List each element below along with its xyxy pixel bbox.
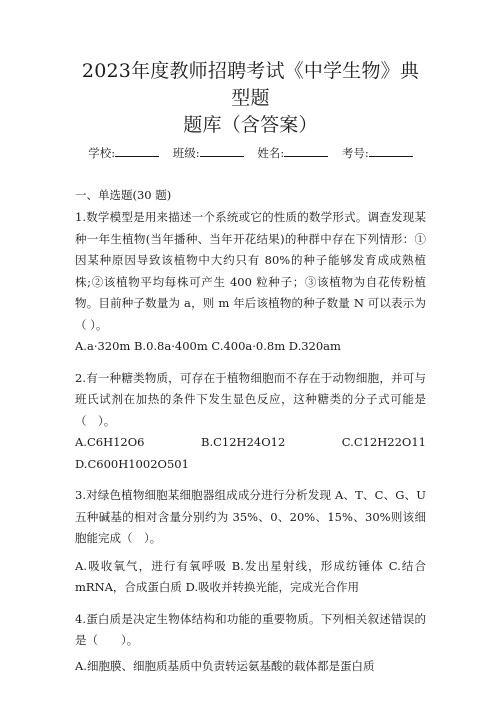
spacer xyxy=(75,358,426,368)
number-label: 考号: xyxy=(341,146,369,160)
title-line-1: 2023年度教师招聘考试《中学生物》典型题 xyxy=(81,60,420,109)
spacer xyxy=(75,599,426,609)
class-label: 班级: xyxy=(172,146,200,160)
class-blank xyxy=(200,145,244,157)
title-line-2: 题库（含答案） xyxy=(183,114,318,136)
question-2-stem: 2.有一种糖类物质，可存在于植物细胞而不存在于动物细胞，并可与班氏试剂在加热的条件下发生显色反应，这种糖类的分子式可能是（ ）。 xyxy=(75,370,426,428)
document-title xyxy=(75,58,426,139)
question-1-options: A.a·320m B.0.8a·400m C.400a·0.8m D.320am xyxy=(75,339,341,353)
school-label: 学校: xyxy=(88,146,116,160)
section-heading: 一、单选题(30 题) xyxy=(75,188,172,202)
question-2-options: A.C6H12O6 B.C12H24O12 C.C12H22O11 D.C600H1002O501 xyxy=(75,435,426,471)
question-1-stem: 1.数学模型是用来描述一个系统或它的性质的数学形式。调查发现某种一年生植物(当年播种、当年开花结果)的种群中存在下列情形：①因某种原因导致该植物中大约只有 80%的种子能够发育成成熟植株;②该植物平均每株可产生 400 粒种子；③该植物为自花传粉植物。目前种子数量为 a，则 m 年后该植物的种子数量 N 可以表示为（ ）。 xyxy=(75,210,426,332)
question-4-stem: 4.蛋白质是决定生物体结构和功能的重要物质。下列相关叙述错误的是（ ）。 xyxy=(75,611,426,647)
spacer xyxy=(75,475,426,485)
question-3-options: A.吸收氧气，进行有氧呼吸 B.发出星射线，形成纺锤体 C.结合 mRNA，合成蛋白质 D.吸收并转换光能，完成光合作用 xyxy=(75,558,426,594)
school-blank xyxy=(115,145,159,157)
name-blank xyxy=(284,145,328,157)
question-3-stem: 3.对绿色植物细胞某细胞器组成成分进行分析发现 A、T、C、G、U 五种碱基的相对含量分别约为 35%、0、20%、15%、30%则该细胞能完成（ ）。 xyxy=(75,488,426,545)
question-4-options: A.细胞膜、细胞质基质中负责转运氨基酸的载体都是蛋白质 xyxy=(75,658,375,673)
student-info-line xyxy=(75,145,426,161)
name-label: 姓名: xyxy=(257,146,285,160)
number-blank xyxy=(369,145,413,157)
